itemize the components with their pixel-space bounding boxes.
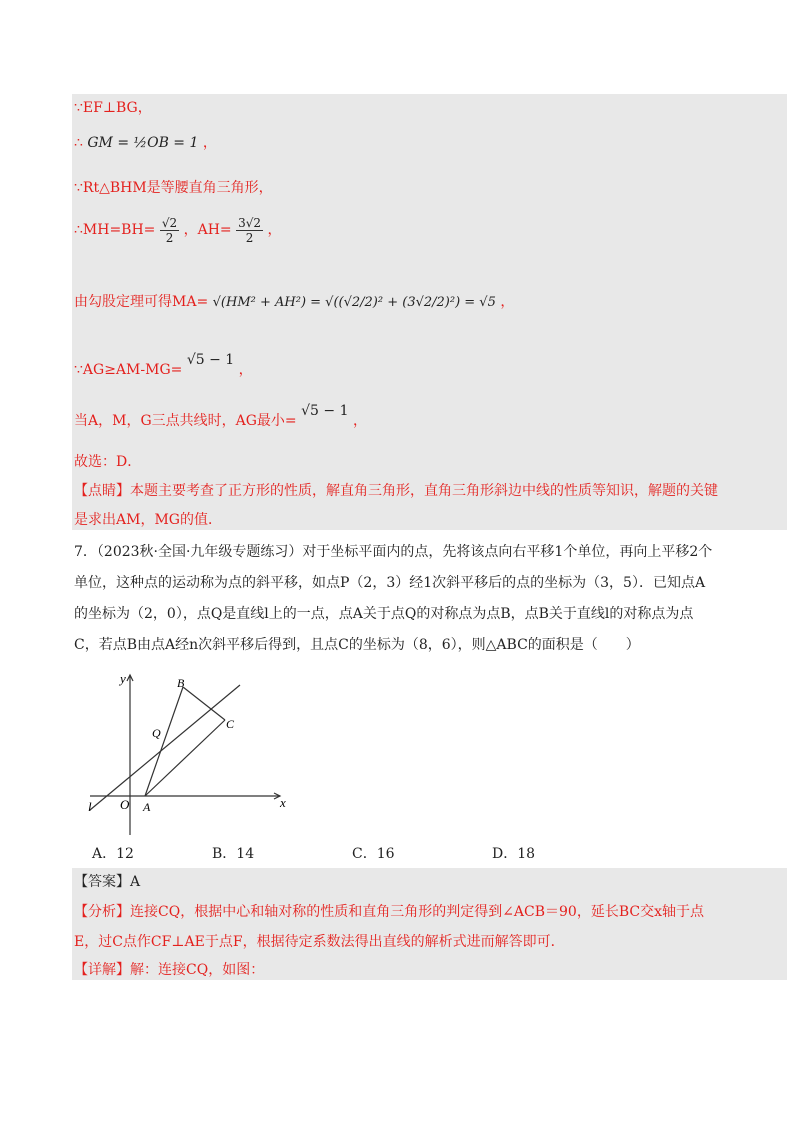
ah-prefix: ，AH= [183,222,232,238]
solution-line-1: ∵EF⊥BG， [74,100,152,116]
solution-line-6 [74,352,253,380]
root5-minus-1: √5 − 1 [186,352,235,368]
fraction-denominator: 2 [245,230,254,245]
option-c: C．16 [352,846,395,862]
fraction-3root2-over-2 [236,216,263,245]
answer-line: 【答案】A [74,874,141,890]
option-d: D．18 [492,846,536,862]
analysis-line-1: 【分析】连接CQ，根据中心和轴对称的性质和直角三角形的判定得到∠ACB＝90，延长BC交x轴于点 [74,904,704,920]
question-line-3: 的坐标为（2，0），点Q是直线l上的一点，点A关于点Q的对称点为点B，点B关于直线l的对称点为点 [74,606,694,622]
line-l [90,685,240,810]
ag-inequality: ∵AG≥AM-MG= [74,362,183,378]
label-x: x [280,795,286,810]
mh-bh-prefix: ∴MH=BH= [74,222,156,238]
option-a: A．12 [92,846,134,862]
question-line-1: 7．（2023秋·全国·九年级专题练习）对于坐标平面内的点，先将该点向右平移1个单位，再向上平移2个 [74,544,713,560]
comma: ， [267,222,282,238]
detail-line: 【详解】解：连接CQ，如图： [74,962,265,978]
analysis-line-2: E，过C点作CF⊥AE于点F，根据待定系数法得出直线的解析式进而解答即可． [74,934,565,950]
solution-line-3: ∵Rt△BHM是等腰直角三角形， [74,180,273,196]
comma: ， [238,362,253,378]
solution-line-4 [74,212,282,248]
label-b: B [177,676,185,690]
label-l: l [88,799,92,814]
comma: ， [500,294,515,310]
comment-line-2: 是求出AM，MG的值． [74,512,222,528]
label-a: A [143,800,151,814]
comma: ， [352,413,367,429]
segment-ab [145,687,183,796]
fraction-numerator: 3√2 [238,215,262,230]
comment-line-1: 【点睛】本题主要考查了正方形的性质，解直角三角形，直角三角形斜边中线的性质等知识，解题的关键 [74,483,718,499]
label-q: Q [152,726,161,740]
gm-equation: GM = ½OB = 1 [87,135,199,151]
solution-line-2 [74,133,217,153]
fraction-root2-over-2 [160,216,179,245]
fraction-numerator: √2 [161,215,178,230]
root5-minus-1: √5 − 1 [301,403,349,419]
question-line-4: C，若点B由点A经n次斜平移后得到，且点C的坐标为（8，6），则△ABC的面积是（ ） [74,637,640,653]
label-c: C [226,717,235,731]
label-y: y [120,671,126,686]
fraction-denominator: 2 [165,230,174,245]
ma-equation: √(HM² + AH²) = √((√2/2)² + (3√2/2)²) = √5 [212,295,496,310]
question-line-2: 单位，这种点的运动称为点的斜平移，如点P（2，3）经1次斜平移后的点的坐标为（3，5）．已知点A [74,575,706,591]
solution-line-7 [74,403,367,431]
comma: ， [202,135,217,151]
solution-line-8: 故选：D． [74,454,142,470]
option-b: B．14 [212,846,255,862]
therefore-symbol: ∴ [74,135,83,151]
label-o: O [120,797,130,812]
coordinate-figure [80,665,310,840]
solution-line-5 [74,292,514,313]
pythagoras-prefix: 由勾股定理可得MA= [74,294,209,310]
collinear-condition: 当A，M，G三点共线时，AG最小= [74,413,297,429]
